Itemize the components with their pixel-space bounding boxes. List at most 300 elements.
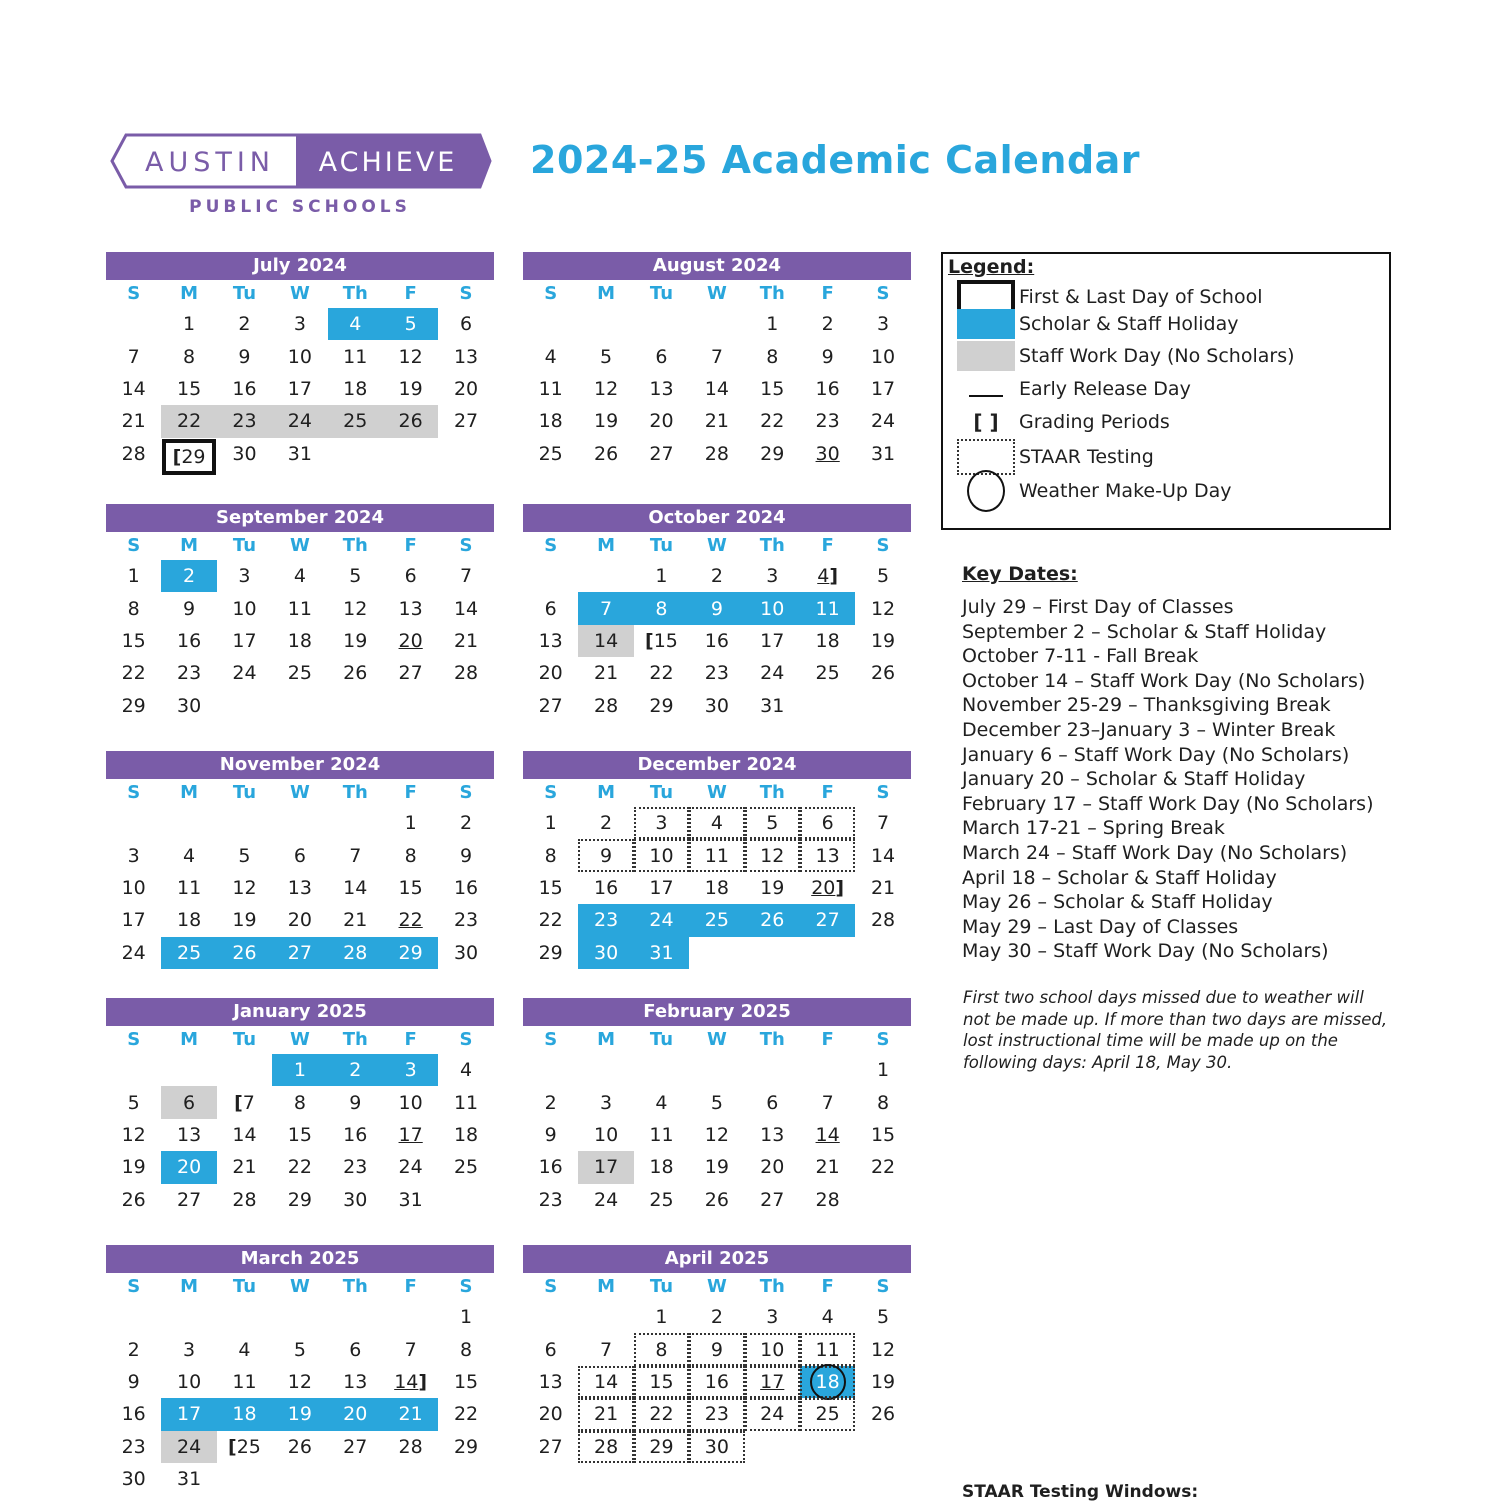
day-number: 22 — [121, 662, 146, 685]
day-number: 16 — [232, 377, 257, 400]
calendar-day — [328, 1151, 383, 1183]
calendar-day — [745, 592, 800, 624]
key-date-item: July 29 – First Day of Classes — [962, 596, 1234, 618]
day-number: 19 — [343, 629, 368, 652]
day-number: 5 — [600, 345, 613, 368]
calendar-day — [689, 1398, 744, 1430]
day-number: 7 — [459, 565, 473, 588]
weekday-label: Th — [342, 535, 368, 556]
calendar-day — [800, 560, 855, 592]
calendar-day — [578, 625, 633, 657]
calendar-day — [800, 1333, 855, 1365]
calendar-day — [217, 1184, 272, 1216]
day-number: 3 — [183, 1338, 196, 1361]
day-number: 4 — [544, 345, 557, 368]
day-number: 18 — [232, 1403, 257, 1426]
calendar-day — [800, 872, 855, 904]
legend-label: Early Release Day — [1019, 378, 1191, 400]
weekday-label: W — [289, 1029, 310, 1050]
weekday-label: Tu — [232, 782, 257, 803]
calendar-day — [217, 872, 272, 904]
week-row — [106, 625, 494, 657]
weekday-label: F — [821, 283, 834, 304]
day-number: 11 — [287, 597, 312, 620]
calendar-day — [161, 340, 216, 372]
weekday-label: S — [544, 535, 558, 556]
legend-item-early-release — [957, 374, 1191, 404]
day-number: 5 — [238, 844, 251, 867]
calendar-day — [578, 1151, 633, 1183]
calendar-day — [689, 438, 744, 470]
calendar-day — [272, 308, 327, 340]
calendar-day — [438, 373, 493, 405]
calendar-day — [106, 937, 161, 969]
week-row — [523, 340, 911, 372]
day-number: 10 — [649, 844, 674, 867]
day-number: 13 — [287, 876, 312, 899]
day-number: 3 — [766, 1306, 779, 1329]
calendar-day — [438, 1333, 493, 1365]
day-number: 18 — [810, 1364, 846, 1400]
calendar-day — [161, 1119, 216, 1151]
day-number: 28 — [453, 662, 479, 685]
day-number: 9 — [349, 1091, 362, 1114]
day-number: 16 — [343, 1123, 368, 1146]
empty-day — [328, 1301, 383, 1333]
day-number: 27 — [398, 662, 423, 685]
weekday-label: Th — [342, 1276, 368, 1297]
calendar-day — [217, 1119, 272, 1151]
logo-banner — [108, 133, 492, 189]
day-number: 11 — [704, 844, 729, 867]
weekday-label: M — [180, 535, 199, 556]
grading-period-end-bracket: ] — [835, 876, 845, 899]
weekday-label: W — [706, 283, 727, 304]
calendar-day — [272, 872, 327, 904]
day-number: 12 — [232, 876, 257, 899]
calendar-day — [800, 1301, 855, 1333]
day-number: 8 — [404, 844, 417, 867]
calendar-day — [689, 1333, 744, 1365]
empty-day — [578, 1301, 633, 1333]
week-row — [523, 1151, 911, 1183]
calendar-day — [438, 872, 493, 904]
calendar-day — [800, 1184, 855, 1216]
calendar-day — [438, 1054, 493, 1086]
day-number: 13 — [649, 377, 674, 400]
calendar-day — [578, 839, 633, 871]
day-number: 8 — [293, 1091, 306, 1114]
weekday-label: Tu — [232, 1276, 257, 1297]
day-number: 18 — [287, 629, 312, 652]
calendar-day — [689, 807, 744, 839]
weekday-label: S — [544, 283, 558, 304]
day-number: 10 — [760, 1338, 785, 1361]
key-date-item: March 17-21 – Spring Break — [962, 817, 1225, 840]
day-number: 3 — [600, 1091, 613, 1114]
day-number: 17 — [287, 377, 312, 400]
calendar-day — [106, 839, 161, 871]
day-number: 17 — [870, 377, 896, 400]
key-date-item: May 29 – Last Day of Classes — [962, 915, 1239, 938]
calendar-day — [217, 1151, 272, 1183]
week-row — [523, 690, 911, 722]
legend-label: Grading Periods — [1019, 411, 1170, 433]
day-number: 22 — [398, 909, 423, 932]
week-row — [523, 657, 911, 689]
day-number: 12 — [287, 1370, 312, 1393]
calendar-day — [328, 1086, 383, 1118]
calendar-day — [855, 1398, 910, 1430]
calendar-day — [106, 657, 161, 689]
calendar-day — [745, 1366, 800, 1398]
day-number: 3 — [655, 812, 668, 835]
week-row — [523, 872, 911, 904]
day-number: 11 — [649, 1123, 674, 1146]
weekday-label: Tu — [232, 283, 257, 304]
day-number: 12 — [870, 597, 896, 620]
calendar-day — [272, 438, 327, 470]
day-number: 21 — [593, 1403, 619, 1426]
day-number: 16 — [704, 629, 729, 652]
calendar-day — [217, 438, 272, 470]
weather-note: First two school days missed due to weather will not be made up. If more than two days are missed, lost instructional time will be made up on the following days: April 18, May 30. — [963, 988, 1388, 1072]
day-number: 27 — [538, 694, 563, 717]
calendar-day — [855, 1119, 910, 1151]
day-number: 1 — [766, 313, 779, 336]
calendar-day — [106, 1463, 161, 1495]
week-row — [106, 1431, 494, 1463]
calendar-day — [745, 438, 800, 470]
day-number: 23 — [176, 662, 202, 685]
calendar-day — [106, 340, 161, 372]
calendar-day — [745, 904, 800, 936]
day-number: 8 — [766, 345, 779, 368]
calendar-day — [523, 1398, 578, 1430]
empty-day — [523, 560, 578, 592]
day-number: 14 — [593, 1370, 619, 1393]
calendar-day — [745, 1184, 800, 1216]
day-number: 30 — [704, 694, 729, 717]
day-number: 7 — [349, 844, 362, 867]
workday-swatch — [957, 341, 1015, 371]
week-row — [523, 1301, 911, 1333]
day-number: 25 — [287, 662, 312, 685]
weekday-header-row — [523, 1273, 911, 1301]
day-number: 6 — [655, 345, 668, 368]
month-calendar — [106, 998, 494, 1216]
day-number: 25 — [343, 410, 368, 433]
calendar-day — [634, 1184, 689, 1216]
calendar-day — [689, 1431, 744, 1463]
circle-icon — [967, 470, 1005, 512]
calendar-day — [578, 1398, 633, 1430]
calendar-day — [634, 592, 689, 624]
day-number: 3 — [127, 844, 140, 867]
day-number: 7 — [821, 1091, 834, 1114]
calendar-day — [383, 657, 438, 689]
key-date-item: October 14 – Staff Work Day (No Scholars) — [962, 669, 1366, 692]
day-number: 25 — [538, 442, 563, 465]
key-date-item: May 30 – Staff Work Day (No Scholars) — [962, 940, 1329, 963]
day-number: 2 — [821, 313, 834, 336]
day-number: 6 — [293, 844, 306, 867]
month-calendar — [106, 504, 494, 722]
day-number: 22 — [453, 1403, 479, 1426]
weekday-label: Tu — [649, 535, 674, 556]
day-number: 9 — [183, 597, 196, 620]
calendar-day — [438, 1366, 493, 1398]
calendar-day — [745, 872, 800, 904]
day-number: 21 — [121, 410, 146, 433]
month-calendar — [523, 998, 911, 1216]
day-number: 10 — [760, 597, 785, 620]
key-date-item: September 2 – Scholar & Staff Holiday — [962, 620, 1327, 643]
weekday-header-row — [106, 1273, 494, 1301]
day-number: 1 — [183, 313, 196, 336]
day-number: 28 — [232, 1188, 257, 1211]
day-number: 19 — [232, 909, 257, 932]
day-number: 10 — [398, 1091, 423, 1114]
calendar-day — [634, 657, 689, 689]
day-number: 5 — [766, 812, 779, 835]
calendar-day — [634, 872, 689, 904]
day-number: 2 — [349, 1059, 362, 1082]
calendar-day — [634, 1398, 689, 1430]
calendar-day — [745, 1398, 800, 1430]
calendar-day — [855, 1054, 910, 1086]
day-number: 4 — [821, 1306, 834, 1329]
week-row — [106, 937, 494, 969]
day-number: 26 — [232, 941, 257, 964]
week-row — [523, 1184, 911, 1216]
calendar-day — [578, 340, 633, 372]
day-number: 14 — [121, 377, 146, 400]
day-number: 24 — [121, 941, 146, 964]
day-number: 16 — [121, 1403, 146, 1426]
day-number: 18 — [815, 629, 840, 652]
week-row — [106, 438, 494, 470]
day-number: 23 — [453, 909, 479, 932]
day-number: 7 — [710, 345, 723, 368]
logo-subtitle: PUBLIC SCHOOLS — [189, 197, 411, 217]
calendar-day — [106, 1333, 161, 1365]
legend-item-grading — [957, 407, 1170, 437]
day-number: 27 — [649, 442, 674, 465]
day-number: 4 — [183, 844, 196, 867]
calendar-day — [438, 904, 493, 936]
calendar-day — [383, 1151, 438, 1183]
legend-item-workday — [957, 341, 1295, 371]
calendar-day — [438, 1086, 493, 1118]
calendar-day — [800, 904, 855, 936]
week-row — [106, 872, 494, 904]
legend-label: First & Last Day of School — [1019, 286, 1263, 308]
weekday-label: Tu — [649, 283, 674, 304]
week-row — [523, 839, 911, 871]
day-number: 11 — [232, 1370, 257, 1393]
day-number: 6 — [821, 812, 834, 835]
calendar-day — [383, 373, 438, 405]
weekday-label: S — [459, 283, 473, 304]
weekday-label: F — [821, 782, 834, 803]
empty-day — [161, 1301, 216, 1333]
day-number: 11 — [815, 1338, 840, 1361]
day-number: 10 — [870, 345, 896, 368]
day-number: 14 — [593, 629, 619, 652]
day-number: 16 — [453, 876, 479, 899]
day-number: 18 — [538, 410, 563, 433]
calendar-day — [217, 1398, 272, 1430]
calendar-day — [328, 625, 383, 657]
month-calendar — [523, 252, 911, 470]
day-number: 10 — [121, 876, 146, 899]
calendar-day — [161, 1086, 216, 1118]
calendar-day — [745, 560, 800, 592]
day-number: 2 — [600, 812, 613, 835]
month-title: March 2025 — [106, 1245, 494, 1273]
empty-day — [217, 807, 272, 839]
calendar-day — [634, 690, 689, 722]
calendar-day — [855, 904, 910, 936]
calendar-day — [383, 308, 438, 340]
calendar-day — [161, 438, 216, 476]
day-number: 1 — [655, 1306, 668, 1329]
calendar-day — [800, 308, 855, 340]
calendar-day — [689, 340, 744, 372]
calendar-day — [523, 839, 578, 871]
day-number: 4 — [710, 812, 723, 835]
day-number: 15 — [453, 1370, 479, 1393]
day-number: 12 — [760, 844, 785, 867]
day-number: 1 — [127, 565, 140, 588]
calendar-day — [689, 405, 744, 437]
calendar-day — [383, 1431, 438, 1463]
calendar-day — [689, 872, 744, 904]
calendar-day — [161, 405, 216, 437]
calendar-day — [383, 592, 438, 624]
calendar-day — [161, 1184, 216, 1216]
day-number: 27 — [815, 909, 840, 932]
calendar-day — [689, 1366, 744, 1398]
weekday-label: W — [706, 1029, 727, 1050]
day-number: 9 — [600, 844, 613, 867]
calendar-day — [272, 625, 327, 657]
calendar-day — [217, 1431, 272, 1463]
day-number: 1 — [459, 1306, 473, 1329]
day-number: 20 — [343, 1403, 368, 1426]
day-number: 1 — [655, 565, 668, 588]
day-number: 17 — [176, 1403, 202, 1426]
calendar-day — [217, 560, 272, 592]
legend-label: Weather Make-Up Day — [1019, 480, 1232, 502]
day-number: 27 — [453, 410, 479, 433]
week-row — [106, 405, 494, 437]
weekday-header-row — [523, 280, 911, 308]
logo-word-achieve: ACHIEVE — [318, 147, 458, 178]
empty-day — [106, 807, 161, 839]
calendar-day — [383, 1333, 438, 1365]
calendar-day — [800, 405, 855, 437]
month-title: December 2024 — [523, 751, 911, 779]
day-number: 21 — [453, 629, 479, 652]
calendar-day — [161, 690, 216, 722]
day-number: 30 — [593, 941, 619, 964]
calendar-day — [855, 1333, 910, 1365]
page-title: 2024-25 Academic Calendar — [530, 138, 1141, 182]
day-number: 15 — [398, 876, 423, 899]
day-number: 11 — [815, 597, 840, 620]
calendar-day — [328, 904, 383, 936]
day-number: 20 — [538, 662, 563, 685]
calendar-day — [634, 1086, 689, 1118]
week-row — [106, 560, 494, 592]
empty-day — [106, 308, 161, 340]
week-row — [523, 937, 911, 969]
calendar-day — [578, 1086, 633, 1118]
calendar-day — [383, 625, 438, 657]
week-row — [523, 373, 911, 405]
calendar-day — [745, 807, 800, 839]
day-number: 28 — [121, 442, 146, 465]
calendar-day — [217, 405, 272, 437]
calendar-day — [523, 373, 578, 405]
calendar-day — [328, 405, 383, 437]
calendar-day — [523, 340, 578, 372]
empty-day — [578, 560, 633, 592]
calendar-day — [272, 1333, 327, 1365]
day-number: 25 — [176, 941, 202, 964]
weekday-label: M — [597, 535, 616, 556]
weekday-header-row — [523, 532, 911, 560]
calendar-day — [217, 1333, 272, 1365]
empty-day — [328, 807, 383, 839]
day-number: 20 — [649, 410, 674, 433]
day-number: 11 — [538, 377, 563, 400]
empty-day — [689, 1054, 744, 1086]
calendar-day — [855, 872, 910, 904]
day-number: 24 — [593, 1188, 619, 1211]
calendar-day — [855, 592, 910, 624]
calendar-day — [634, 1151, 689, 1183]
day-number: 19 — [704, 1156, 729, 1179]
week-row — [106, 1333, 494, 1365]
day-number: 13 — [815, 844, 840, 867]
day-number: 5 — [293, 1338, 306, 1361]
calendar-day — [106, 1398, 161, 1430]
weekday-header-row — [106, 779, 494, 807]
key-date-item: October 7-11 - Fall Break — [962, 645, 1199, 668]
weekday-label: Th — [759, 1276, 785, 1297]
logo-word-austin: AUSTIN — [144, 147, 276, 178]
day-number: 15 — [538, 876, 563, 899]
day-number: 8 — [876, 1091, 890, 1114]
calendar-day — [855, 438, 910, 470]
calendar-day — [106, 625, 161, 657]
calendar-day — [578, 872, 633, 904]
calendar-day — [217, 340, 272, 372]
day-number: 6 — [183, 1091, 196, 1114]
day-number: 25 — [453, 1156, 479, 1179]
calendar-day — [438, 1119, 493, 1151]
day-number: 30 — [176, 694, 202, 717]
calendar-day — [634, 625, 689, 657]
weekday-label: W — [706, 782, 727, 803]
day-number: 19 — [593, 410, 619, 433]
grading-period-end-bracket: ] — [418, 1370, 428, 1393]
calendar-day — [217, 657, 272, 689]
day-number: 28 — [343, 941, 368, 964]
